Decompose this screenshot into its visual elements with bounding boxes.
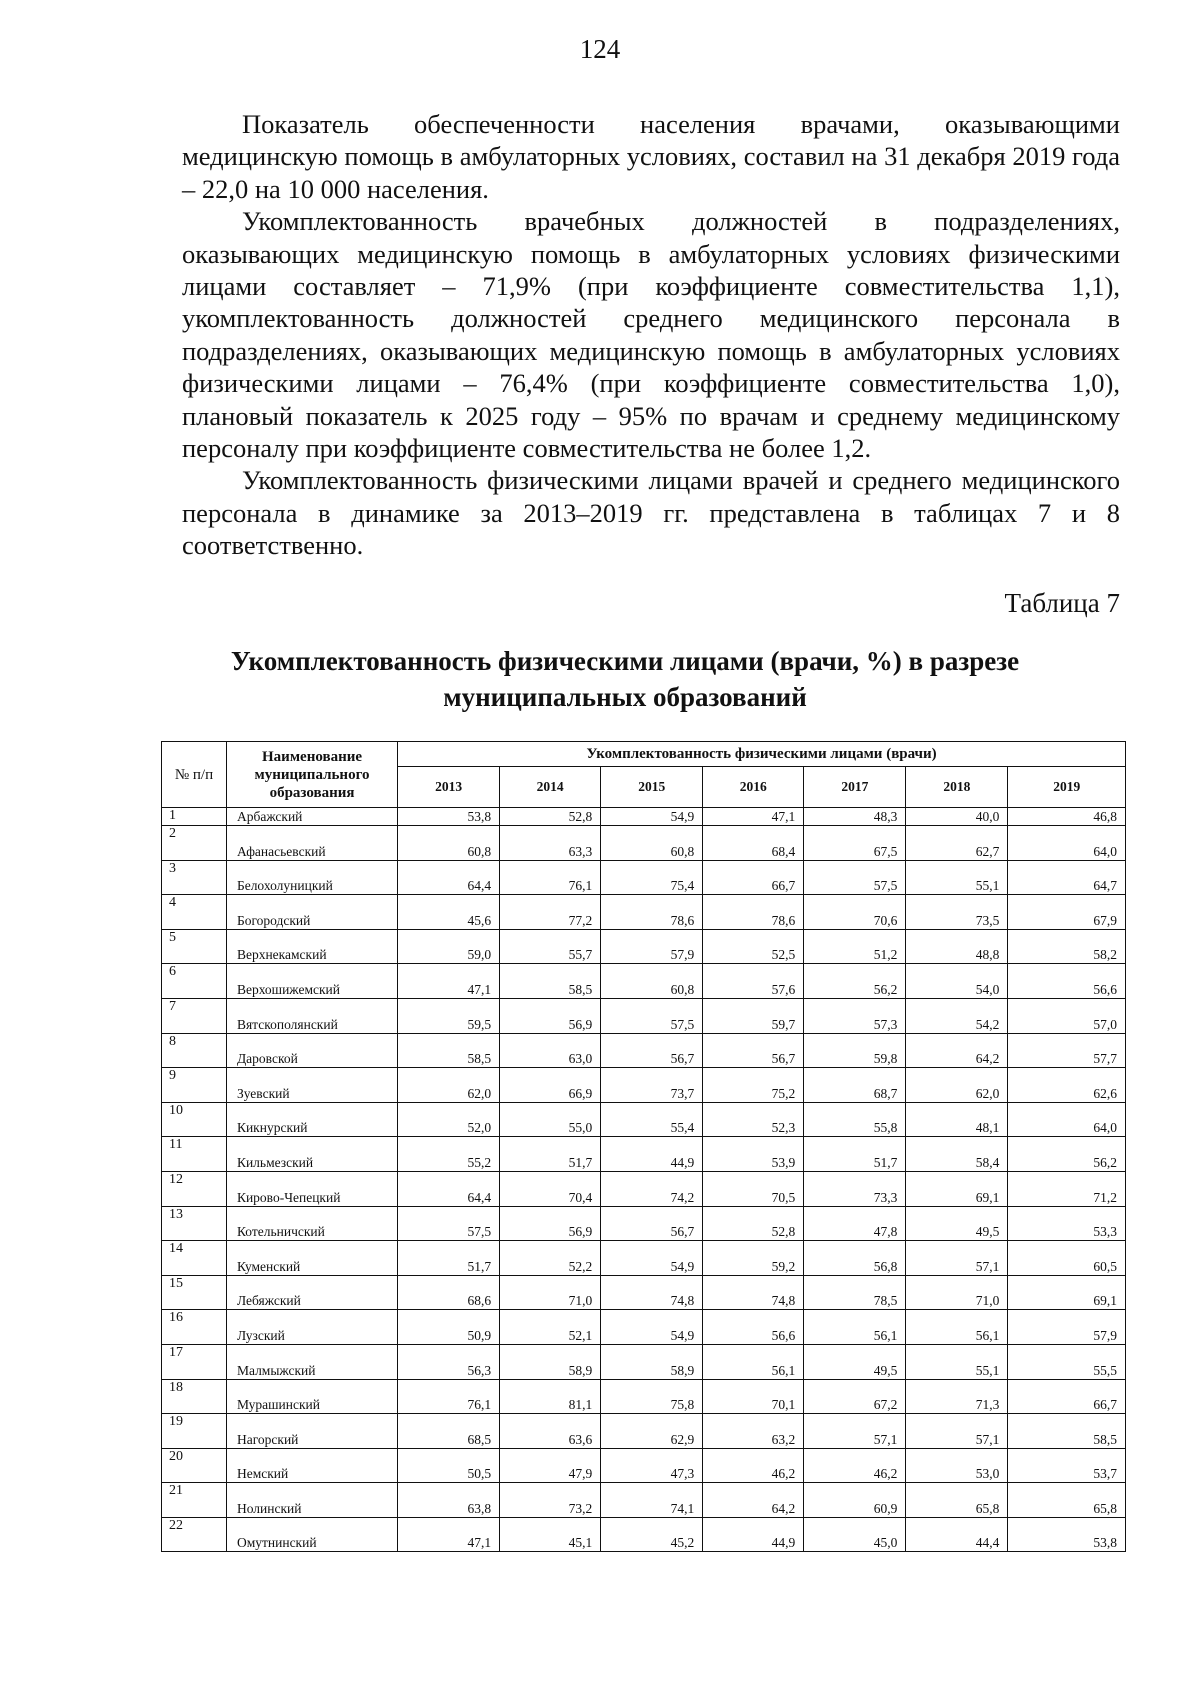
paragraph: Укомплектованность врачебных должностей в подразделениях, оказывающих медицинскую помощь в амбулаторных условиях физическими лицами составляет – 71,9% (при коэффициенте совместительства 1,1), укомплектованность должностей среднего медицинского персонала в подразделениях, оказывающих медицинскую помощь в амбулаторных условиях физическими лицами – 76,4% (при коэффициенте совместительства 1,0), плановый показатель к 2025 году – 95% по врачам и среднему медицинскому персоналу при коэффициенте совместительства не более 1,2. (182, 206, 1120, 464)
value-cell: 66,7 (1008, 1379, 1126, 1414)
value-cell: 53,0 (906, 1448, 1008, 1483)
value-cell: 63,6 (500, 1414, 601, 1449)
row-number: 4 (162, 895, 227, 930)
value-cell: 57,5 (804, 860, 906, 895)
value-cell: 67,9 (1008, 895, 1126, 930)
municipality-name: Лузский (226, 1310, 397, 1345)
value-cell: 56,6 (1008, 964, 1126, 999)
value-cell: 70,4 (500, 1171, 601, 1206)
value-cell: 59,8 (804, 1033, 906, 1068)
municipality-name: Арбажский (226, 808, 397, 826)
value-cell: 56,3 (398, 1344, 500, 1379)
value-cell: 70,1 (703, 1379, 804, 1414)
value-cell: 73,5 (906, 895, 1008, 930)
municipality-name: Малмыжский (226, 1344, 397, 1379)
municipality-name: Вятскополянский (226, 998, 397, 1033)
value-cell: 57,0 (1008, 998, 1126, 1033)
value-cell: 55,8 (804, 1102, 906, 1137)
value-cell: 57,1 (906, 1241, 1008, 1276)
value-cell: 66,9 (500, 1068, 601, 1103)
municipality-name: Нагорский (226, 1414, 397, 1449)
value-cell: 56,2 (1008, 1137, 1126, 1172)
row-number: 6 (162, 964, 227, 999)
value-cell: 49,5 (804, 1344, 906, 1379)
header-group: Укомплектованность физическими лицами (врачи) (398, 742, 1126, 767)
staffing-table (161, 741, 1126, 1552)
row-number: 20 (162, 1448, 227, 1483)
value-cell: 58,4 (906, 1137, 1008, 1172)
value-cell: 55,1 (906, 860, 1008, 895)
value-cell: 77,2 (500, 895, 601, 930)
year-header: 2017 (804, 767, 906, 808)
value-cell: 55,5 (1008, 1344, 1126, 1379)
value-cell: 51,2 (804, 929, 906, 964)
year-header: 2016 (703, 767, 804, 808)
value-cell: 56,8 (804, 1241, 906, 1276)
value-cell: 74,1 (601, 1483, 703, 1518)
value-cell: 73,2 (500, 1483, 601, 1518)
year-header: 2019 (1008, 767, 1126, 808)
value-cell: 74,2 (601, 1171, 703, 1206)
value-cell: 59,5 (398, 998, 500, 1033)
year-header: 2013 (398, 767, 500, 808)
municipality-name: Омутнинский (226, 1517, 397, 1552)
value-cell: 58,5 (1008, 1414, 1126, 1449)
value-cell: 56,9 (500, 1206, 601, 1241)
value-cell: 68,6 (398, 1275, 500, 1310)
value-cell: 70,5 (703, 1171, 804, 1206)
value-cell: 58,9 (601, 1344, 703, 1379)
table-row (162, 1068, 1126, 1103)
value-cell: 74,8 (601, 1275, 703, 1310)
paragraph: Укомплектованность физическими лицами врачей и среднего медицинского персонала в динамике за 2013–2019 гг. представлена в таблицах 7 и 8 соответственно. (182, 465, 1120, 561)
municipality-name: Немский (226, 1448, 397, 1483)
value-cell: 57,9 (1008, 1310, 1126, 1345)
value-cell: 54,2 (906, 998, 1008, 1033)
value-cell: 54,9 (601, 1241, 703, 1276)
value-cell: 58,5 (398, 1033, 500, 1068)
row-number: 3 (162, 860, 227, 895)
value-cell: 53,8 (1008, 1517, 1126, 1552)
value-cell: 56,1 (804, 1310, 906, 1345)
value-cell: 66,7 (703, 860, 804, 895)
row-number: 9 (162, 1068, 227, 1103)
value-cell: 67,2 (804, 1379, 906, 1414)
value-cell: 46,2 (804, 1448, 906, 1483)
value-cell: 57,6 (703, 964, 804, 999)
value-cell: 52,2 (500, 1241, 601, 1276)
value-cell: 53,8 (398, 808, 500, 826)
value-cell: 53,9 (703, 1137, 804, 1172)
value-cell: 47,8 (804, 1206, 906, 1241)
value-cell: 64,2 (703, 1483, 804, 1518)
header-name: Наименование муниципального образования (226, 742, 397, 808)
value-cell: 52,1 (500, 1310, 601, 1345)
value-cell: 63,8 (398, 1483, 500, 1518)
municipality-name: Котельничский (226, 1206, 397, 1241)
row-number: 18 (162, 1379, 227, 1414)
value-cell: 53,7 (1008, 1448, 1126, 1483)
table-header (162, 742, 1126, 808)
row-number: 21 (162, 1483, 227, 1518)
row-number: 17 (162, 1344, 227, 1379)
value-cell: 45,1 (500, 1517, 601, 1552)
value-cell: 62,0 (398, 1068, 500, 1103)
header-num: № п/п (162, 742, 227, 808)
row-number: 15 (162, 1275, 227, 1310)
municipality-name: Кирово-Чепецкий (226, 1171, 397, 1206)
value-cell: 55,4 (601, 1102, 703, 1137)
value-cell: 57,9 (601, 929, 703, 964)
row-number: 2 (162, 826, 227, 861)
year-header: 2014 (500, 767, 601, 808)
table-label: Таблица 7 (1004, 588, 1120, 618)
row-number: 22 (162, 1517, 227, 1552)
row-number: 1 (162, 808, 227, 826)
municipality-name: Белохолуницкий (226, 860, 397, 895)
value-cell: 81,1 (500, 1379, 601, 1414)
municipality-name: Кикнурский (226, 1102, 397, 1137)
value-cell: 57,1 (906, 1414, 1008, 1449)
value-cell: 54,0 (906, 964, 1008, 999)
value-cell: 75,2 (703, 1068, 804, 1103)
table-body (162, 808, 1126, 1552)
value-cell: 57,5 (398, 1206, 500, 1241)
value-cell: 63,3 (500, 826, 601, 861)
row-number: 16 (162, 1310, 227, 1345)
value-cell: 55,1 (906, 1344, 1008, 1379)
table-row (162, 1414, 1126, 1449)
value-cell: 60,8 (601, 826, 703, 861)
value-cell: 55,0 (500, 1102, 601, 1137)
row-number: 12 (162, 1171, 227, 1206)
value-cell: 78,5 (804, 1275, 906, 1310)
table-row (162, 1448, 1126, 1483)
row-number: 14 (162, 1241, 227, 1276)
value-cell: 64,4 (398, 860, 500, 895)
year-header: 2015 (601, 767, 703, 808)
table-row (162, 929, 1126, 964)
value-cell: 70,6 (804, 895, 906, 930)
value-cell: 69,1 (906, 1171, 1008, 1206)
table-row (162, 808, 1126, 826)
row-number: 7 (162, 998, 227, 1033)
value-cell: 71,0 (500, 1275, 601, 1310)
table-row (162, 895, 1126, 930)
value-cell: 40,0 (906, 808, 1008, 826)
value-cell: 56,1 (906, 1310, 1008, 1345)
value-cell: 57,3 (804, 998, 906, 1033)
table-row (162, 1310, 1126, 1345)
row-number: 8 (162, 1033, 227, 1068)
value-cell: 58,2 (1008, 929, 1126, 964)
value-cell: 64,0 (1008, 826, 1126, 861)
table-row (162, 860, 1126, 895)
value-cell: 62,6 (1008, 1068, 1126, 1103)
value-cell: 52,8 (703, 1206, 804, 1241)
value-cell: 44,9 (601, 1137, 703, 1172)
row-number: 19 (162, 1414, 227, 1449)
value-cell: 45,6 (398, 895, 500, 930)
value-cell: 63,0 (500, 1033, 601, 1068)
value-cell: 47,1 (398, 1517, 500, 1552)
municipality-name: Куменский (226, 1241, 397, 1276)
table-row (162, 1206, 1126, 1241)
value-cell: 58,9 (500, 1344, 601, 1379)
table-row (162, 826, 1126, 861)
value-cell: 59,7 (703, 998, 804, 1033)
value-cell: 57,1 (804, 1414, 906, 1449)
value-cell: 54,9 (601, 1310, 703, 1345)
municipality-name: Афанасьевский (226, 826, 397, 861)
value-cell: 52,8 (500, 808, 601, 826)
value-cell: 45,0 (804, 1517, 906, 1552)
value-cell: 60,8 (601, 964, 703, 999)
table-row (162, 1241, 1126, 1276)
table-row (162, 1171, 1126, 1206)
value-cell: 56,6 (703, 1310, 804, 1345)
value-cell: 78,6 (703, 895, 804, 930)
value-cell: 62,9 (601, 1414, 703, 1449)
table-row (162, 1344, 1126, 1379)
value-cell: 55,7 (500, 929, 601, 964)
value-cell: 78,6 (601, 895, 703, 930)
table-row (162, 1137, 1126, 1172)
value-cell: 47,1 (398, 964, 500, 999)
value-cell: 56,1 (703, 1344, 804, 1379)
value-cell: 47,1 (703, 808, 804, 826)
municipality-name: Зуевский (226, 1068, 397, 1103)
value-cell: 56,7 (601, 1206, 703, 1241)
value-cell: 52,5 (703, 929, 804, 964)
table-row (162, 1275, 1126, 1310)
municipality-name: Богородский (226, 895, 397, 930)
value-cell: 58,5 (500, 964, 601, 999)
value-cell: 50,5 (398, 1448, 500, 1483)
row-number: 10 (162, 1102, 227, 1137)
value-cell: 57,5 (601, 998, 703, 1033)
table-row (162, 1483, 1126, 1518)
value-cell: 68,7 (804, 1068, 906, 1103)
table-row (162, 998, 1126, 1033)
value-cell: 59,0 (398, 929, 500, 964)
value-cell: 54,9 (601, 808, 703, 826)
value-cell: 65,8 (1008, 1483, 1126, 1518)
value-cell: 74,8 (703, 1275, 804, 1310)
value-cell: 64,4 (398, 1171, 500, 1206)
value-cell: 50,9 (398, 1310, 500, 1345)
value-cell: 48,8 (906, 929, 1008, 964)
value-cell: 76,1 (500, 860, 601, 895)
value-cell: 67,5 (804, 826, 906, 861)
table-row (162, 1033, 1126, 1068)
value-cell: 75,8 (601, 1379, 703, 1414)
value-cell: 49,5 (906, 1206, 1008, 1241)
table-row (162, 1517, 1126, 1552)
value-cell: 57,7 (1008, 1033, 1126, 1068)
value-cell: 65,8 (906, 1483, 1008, 1518)
value-cell: 60,5 (1008, 1241, 1126, 1276)
value-cell: 52,3 (703, 1102, 804, 1137)
value-cell: 68,5 (398, 1414, 500, 1449)
value-cell: 68,4 (703, 826, 804, 861)
value-cell: 48,3 (804, 808, 906, 826)
value-cell: 64,2 (906, 1033, 1008, 1068)
table-title: Укомплектованность физическими лицами (врачи, %) в разрезе муниципальных образований (230, 646, 1020, 712)
value-cell: 51,7 (398, 1241, 500, 1276)
municipality-name: Верхнекамский (226, 929, 397, 964)
value-cell: 71,0 (906, 1275, 1008, 1310)
row-number: 13 (162, 1206, 227, 1241)
value-cell: 71,2 (1008, 1171, 1126, 1206)
municipality-name: Кильмезский (226, 1137, 397, 1172)
value-cell: 53,3 (1008, 1206, 1126, 1241)
value-cell: 60,8 (398, 826, 500, 861)
value-cell: 63,2 (703, 1414, 804, 1449)
municipality-name: Даровской (226, 1033, 397, 1068)
value-cell: 60,9 (804, 1483, 906, 1518)
municipality-name: Нолинский (226, 1483, 397, 1518)
value-cell: 71,3 (906, 1379, 1008, 1414)
value-cell: 75,4 (601, 860, 703, 895)
value-cell: 73,3 (804, 1171, 906, 1206)
municipality-name: Верхошижемский (226, 964, 397, 999)
value-cell: 73,7 (601, 1068, 703, 1103)
value-cell: 64,0 (1008, 1102, 1126, 1137)
table-row (162, 1379, 1126, 1414)
value-cell: 47,3 (601, 1448, 703, 1483)
value-cell: 46,8 (1008, 808, 1126, 826)
value-cell: 56,9 (500, 998, 601, 1033)
row-number: 5 (162, 929, 227, 964)
value-cell: 44,4 (906, 1517, 1008, 1552)
value-cell: 48,1 (906, 1102, 1008, 1137)
page-number: 124 (579, 34, 621, 64)
value-cell: 51,7 (500, 1137, 601, 1172)
value-cell: 44,9 (703, 1517, 804, 1552)
value-cell: 56,7 (601, 1033, 703, 1068)
row-number: 11 (162, 1137, 227, 1172)
value-cell: 76,1 (398, 1379, 500, 1414)
table-row (162, 964, 1126, 999)
value-cell: 56,2 (804, 964, 906, 999)
value-cell: 45,2 (601, 1517, 703, 1552)
value-cell: 51,7 (804, 1137, 906, 1172)
value-cell: 69,1 (1008, 1275, 1126, 1310)
value-cell: 46,2 (703, 1448, 804, 1483)
municipality-name: Лебяжский (226, 1275, 397, 1310)
value-cell: 64,7 (1008, 860, 1126, 895)
municipality-name: Мурашинский (226, 1379, 397, 1414)
value-cell: 59,2 (703, 1241, 804, 1276)
value-cell: 56,7 (703, 1033, 804, 1068)
table-row (162, 1102, 1126, 1137)
body-text (182, 108, 1120, 562)
value-cell: 47,9 (500, 1448, 601, 1483)
year-header: 2018 (906, 767, 1008, 808)
value-cell: 55,2 (398, 1137, 500, 1172)
value-cell: 62,0 (906, 1068, 1008, 1103)
value-cell: 52,0 (398, 1102, 500, 1137)
value-cell: 62,7 (906, 826, 1008, 861)
paragraph: Показатель обеспеченности населения врачами, оказывающими медицинскую помощь в амбулаторных условиях, составил на 31 декабря 2019 года – 22,0 на 10 000 населения. (182, 109, 1120, 204)
